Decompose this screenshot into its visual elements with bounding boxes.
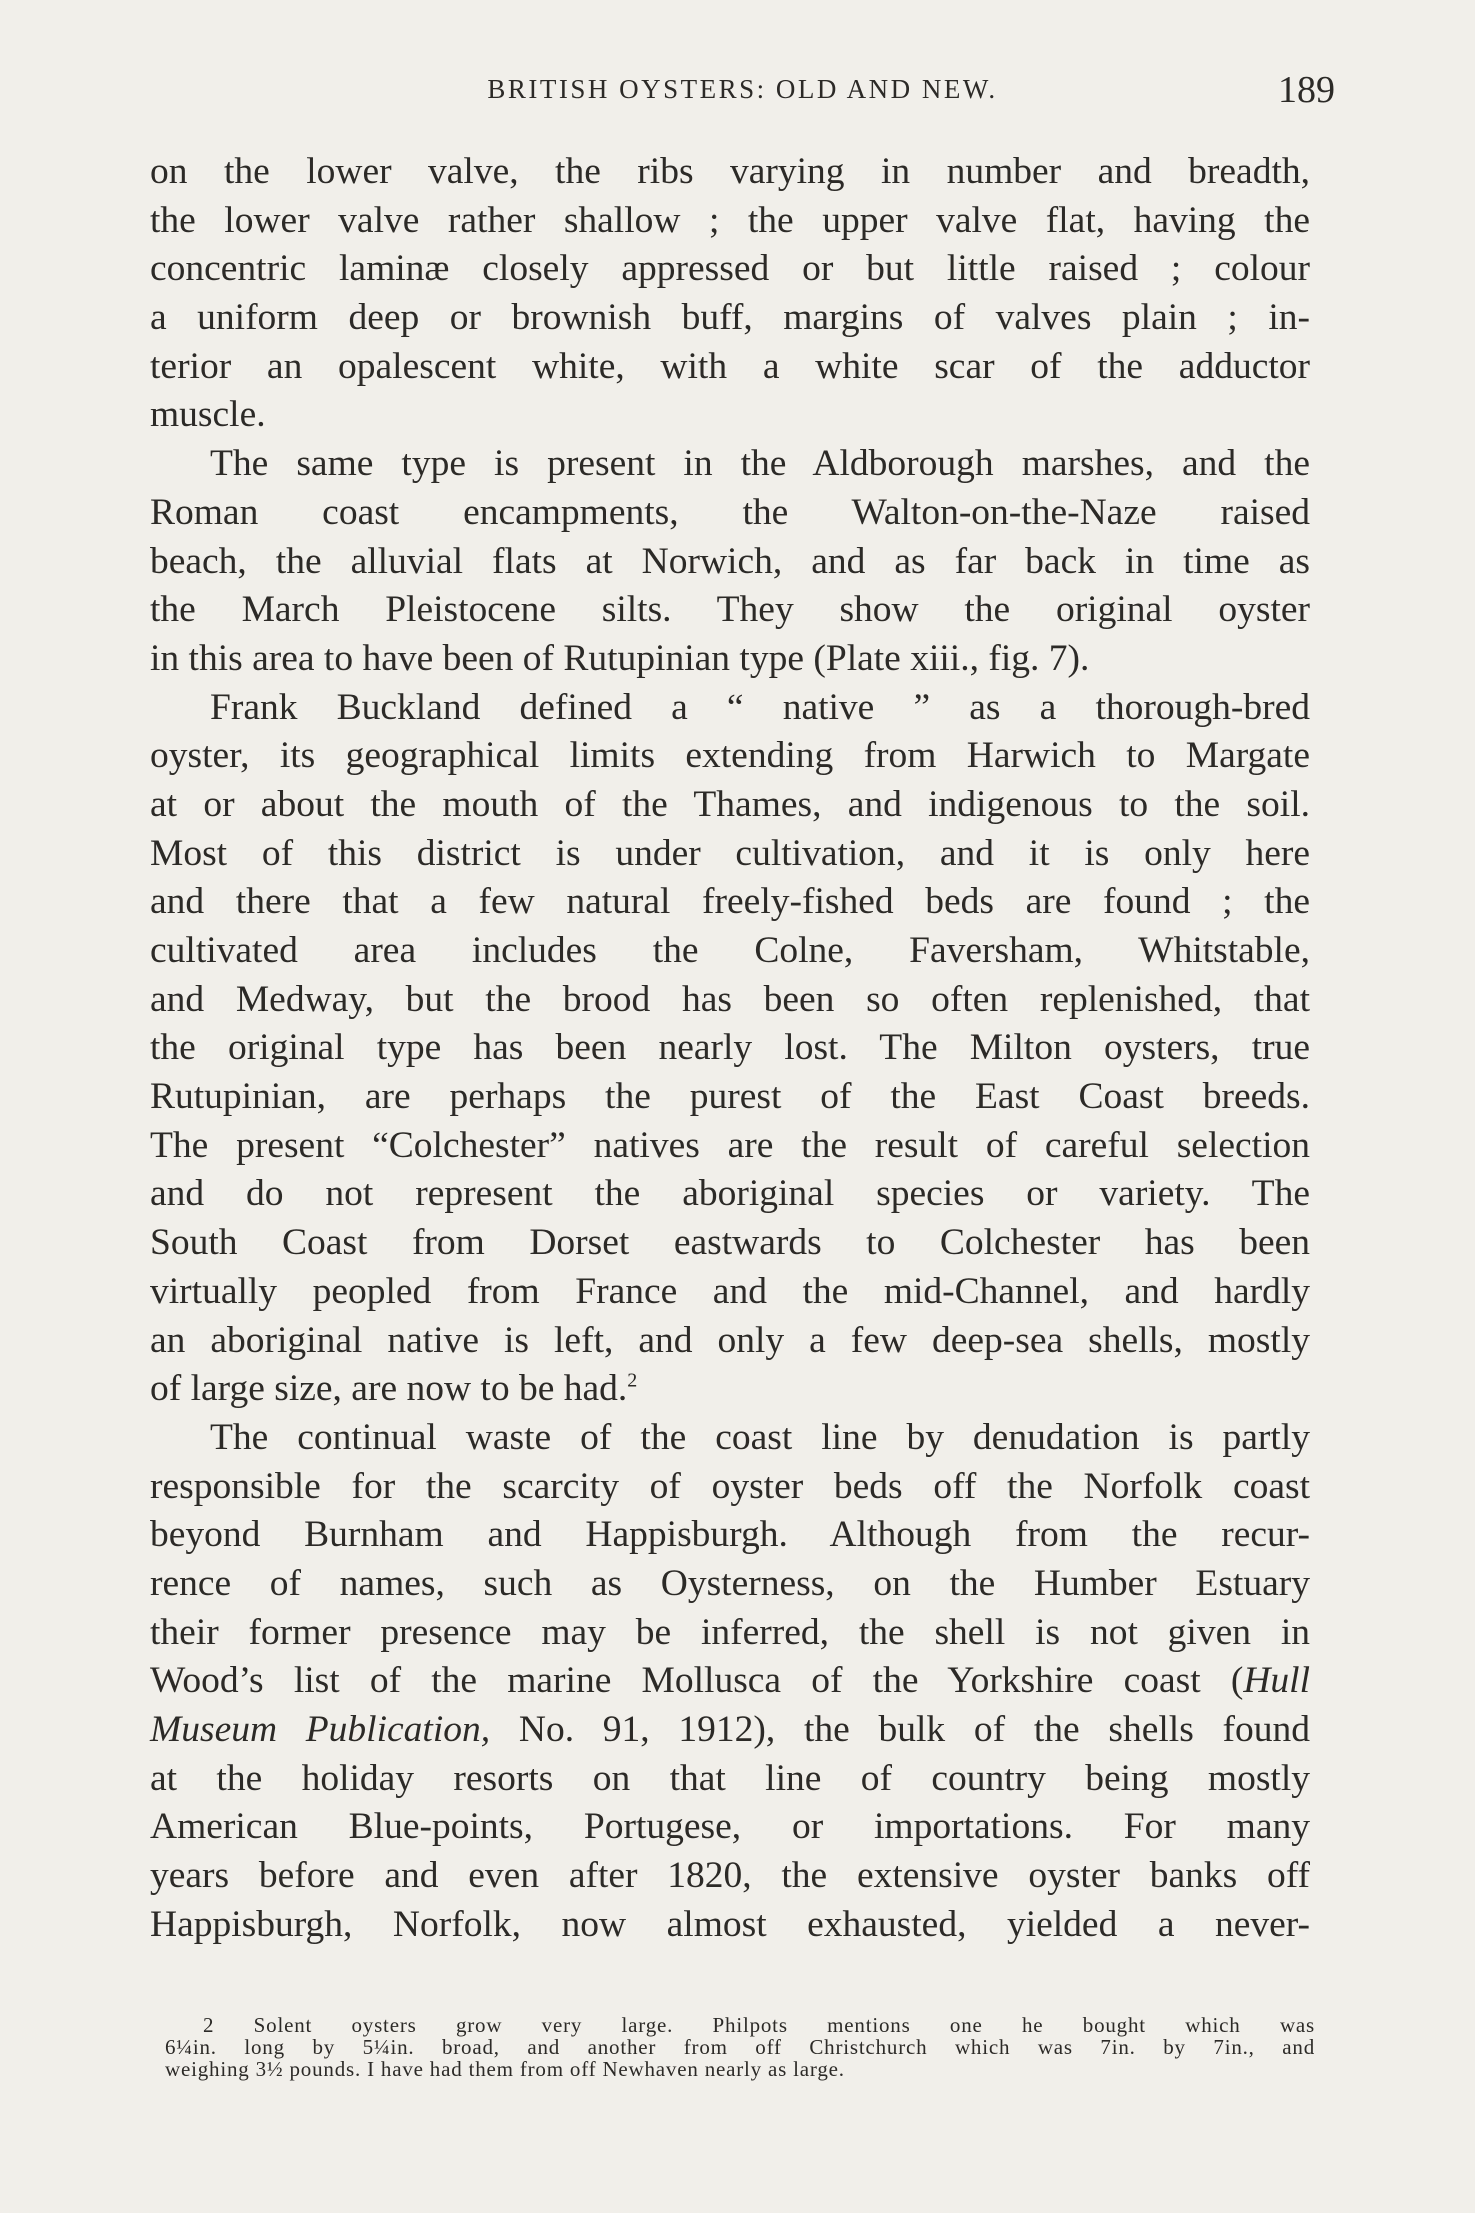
text-line: and do not represent the aboriginal species or variety. The [150, 1173, 1310, 1215]
text-line: beyond Burnham and Happisburgh. Although from the recur- [150, 1514, 1310, 1556]
text-line: the original type has been nearly lost. The Milton oysters, true [150, 1027, 1310, 1069]
text-line: in this area to have been of Rutupinian type (Plate xiii., fig. 7). [150, 637, 1090, 679]
text-line: Rutupinian, are perhaps the purest of the East Coast breeds. [150, 1076, 1310, 1118]
text-line: at or about the mouth of the Thames, and indigenous to the soil. [150, 783, 1310, 825]
text-line: concentric laminæ closely appressed or but little raised ; colour [150, 248, 1310, 290]
text-line: Most of this district is under cultivation, and it is only here [150, 832, 1310, 874]
text-line: virtually peopled from France and the mid-Channel, and hardly [150, 1270, 1310, 1312]
text-span: of large size, are now to be had. [150, 1368, 628, 1410]
text-span: Wood’s list of the marine Mollusca of the Yorkshire coast ( [150, 1660, 1244, 1702]
text-line [150, 1365, 1310, 1414]
text-line: responsible for the scarcity of oyster beds off the Norfolk coast [150, 1465, 1310, 1507]
page-number: 189 [1278, 69, 1335, 111]
footnote-line: 2 Solent oysters grow very large. Philpots mentions one he bought which was [203, 2013, 1315, 2037]
text-line: an aboriginal native is left, and only a few deep-sea shells, mostly [150, 1319, 1310, 1361]
text-line: The continual waste of the coast line by denudation is partly [210, 1416, 1310, 1458]
running-head [150, 68, 1335, 118]
footnote-line: 6¼in. long by 5¼in. broad, and another from off Christchurch which was 7in. by 7in., and [165, 2035, 1315, 2059]
italic-title: Museum Publication, [150, 1709, 491, 1750]
text-line: cultivated area includes the Colne, Faversham, Whitstable, [150, 930, 1310, 971]
text-line: and there that a few natural freely-fished beds are found ; the [150, 881, 1310, 923]
text-line: Roman coast encampments, the Walton-on-the-Naze raised [150, 491, 1310, 533]
text-line: at the holiday resorts on that line of country being mostly [150, 1757, 1310, 1799]
text-line: Frank Buckland defined a “ native ” as a thorough-bred [210, 686, 1310, 728]
text-line: beach, the alluvial flats at Norwich, and as far back in time as [150, 540, 1310, 582]
footnote-marker: 2 [627, 1369, 638, 1392]
text-line: South Coast from Dorset eastwards to Colchester has been [150, 1222, 1310, 1264]
text-line: years before and even after 1820, the extensive oyster banks off [150, 1855, 1310, 1897]
footnote [165, 2014, 1315, 2080]
text-line: muscle. [150, 394, 266, 436]
text-line: their former presence may be inferred, the shell is not given in [150, 1611, 1310, 1653]
body-text [150, 148, 1310, 1949]
text-line: the lower valve rather shallow ; the upper valve flat, having the [150, 199, 1310, 241]
text-line: a uniform deep or brownish buff, margins of valves plain ; in- [150, 297, 1310, 339]
text-line: The same type is present in the Aldborough marshes, and the [210, 443, 1310, 485]
text-line: on the lower valve, the ribs varying in number and breadth, [150, 151, 1310, 192]
text-line: Happisburgh, Norfolk, now almost exhausted, yielded a never- [150, 1903, 1310, 1945]
text-line: rence of names, such as Oysterness, on the Humber Estuary [150, 1562, 1310, 1604]
text-line: The present “Colchester” natives are the result of careful selection [150, 1124, 1310, 1166]
text-line: and Medway, but the brood has been so often replenished, that [150, 978, 1310, 1020]
footnote-line: weighing 3½ pounds. I have had them from off Newhaven nearly as large. [165, 2057, 845, 2081]
text-line: oyster, its geographical limits extending from Harwich to Margate [150, 735, 1310, 777]
text-line: American Blue-points, Portugese, or importations. For many [150, 1806, 1310, 1848]
text-line: terior an opalescent white, with a white scar of the adductor [150, 345, 1310, 387]
italic-title: Hull [1243, 1660, 1310, 1702]
text-line [150, 1706, 1310, 1755]
running-title: BRITISH OYSTERS: OLD AND NEW. [487, 74, 998, 104]
text-span: No. 91, 1912), the bulk of the shells found [490, 1709, 1310, 1750]
text-line [150, 1657, 1310, 1706]
text-line: the March Pleistocene silts. They show the original oyster [150, 589, 1310, 631]
